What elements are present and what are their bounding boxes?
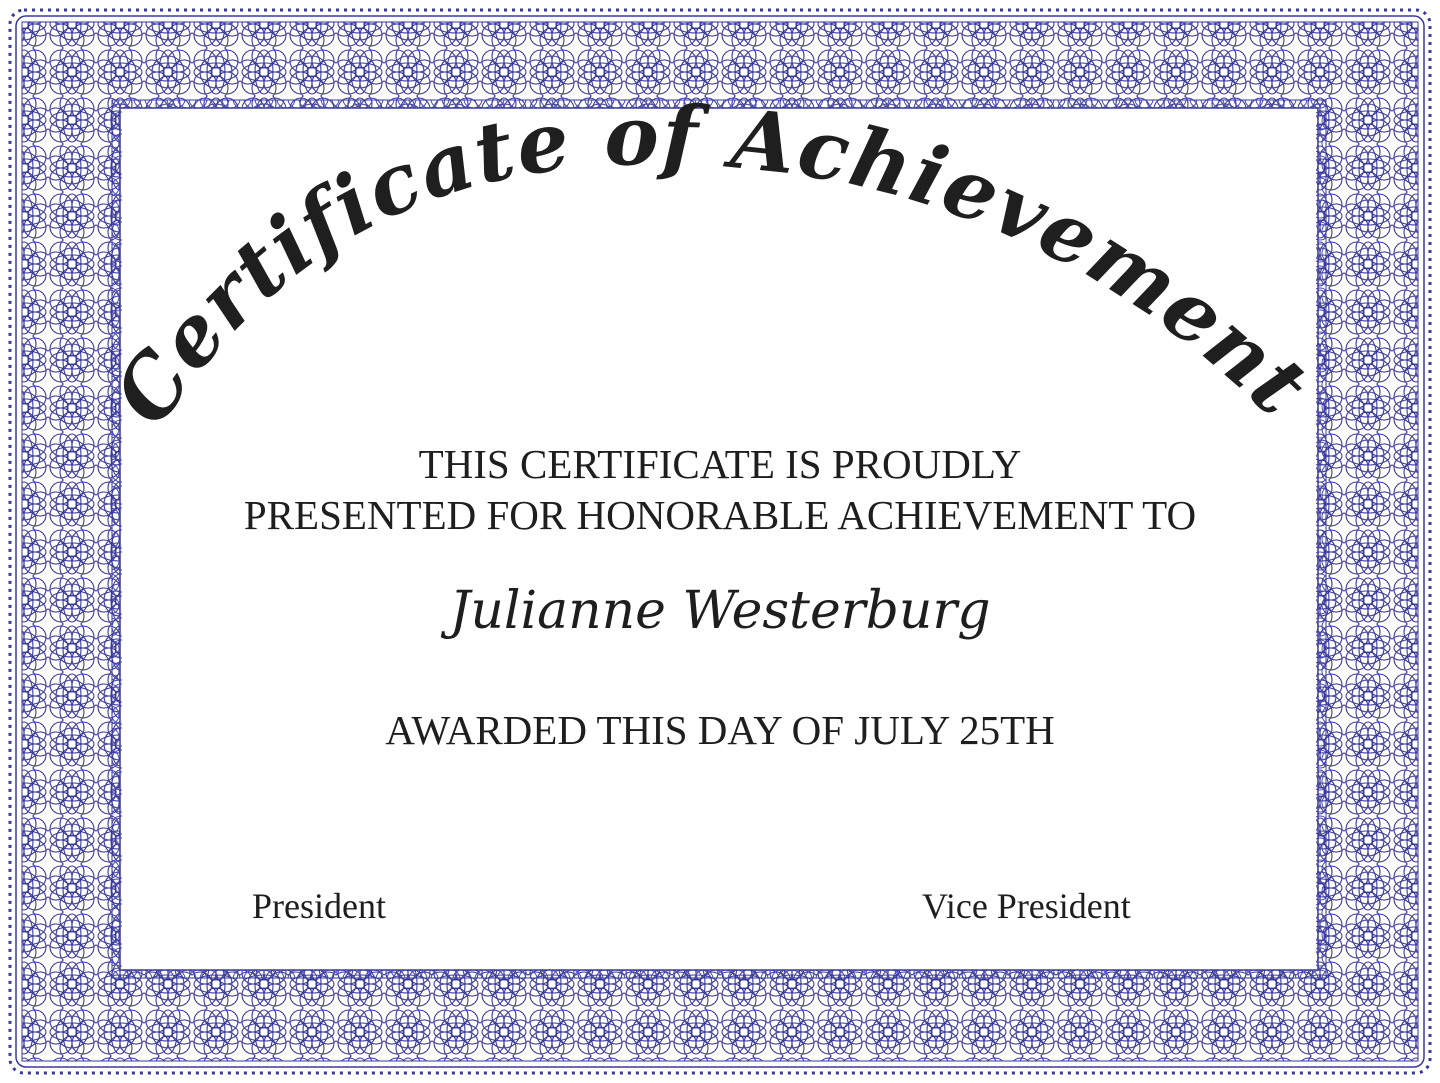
awarded-date-line: AWARDED THIS DAY OF JULY 25TH: [385, 707, 1055, 753]
signature-label-president: President: [252, 886, 386, 926]
signature-label-vice-president: Vice President: [922, 886, 1131, 926]
presented-line-2: PRESENTED FOR HONORABLE ACHIEVEMENT TO: [243, 492, 1197, 538]
recipient-name: Julianne Westerburg: [449, 581, 991, 641]
presented-line-1: THIS CERTIFICATE IS PROUDLY: [418, 441, 1022, 487]
certificate-title-text: Certificate of Achievement: [95, 87, 1328, 442]
certificate-title: [95, 88, 1327, 442]
